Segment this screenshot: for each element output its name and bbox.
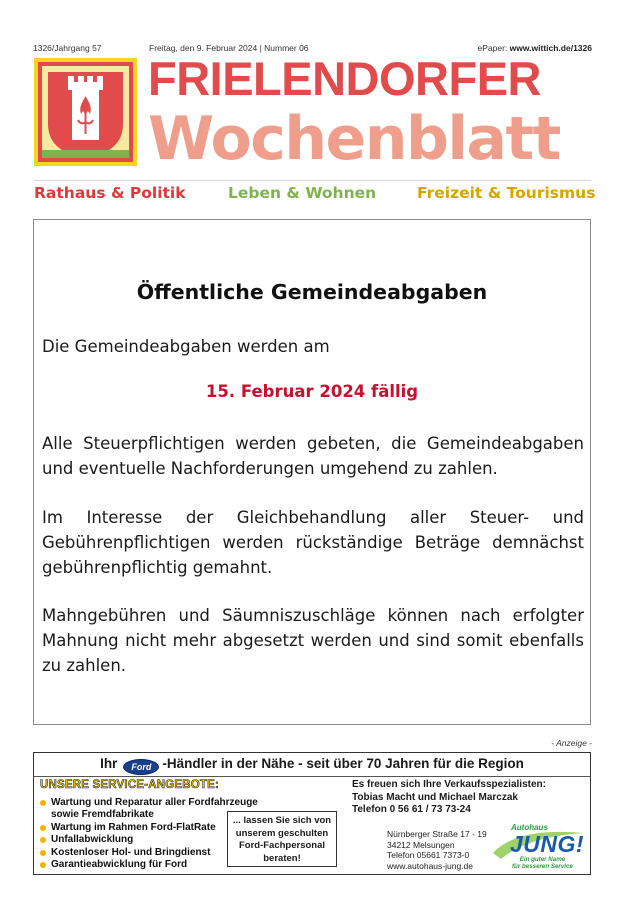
service-item: Wartung und Reparatur aller Fordfahrzeuge xyxy=(40,797,258,809)
specialists-phone: Telefon 0 56 61 / 73 73-24 xyxy=(352,804,471,815)
ford-dealer-ad[interactable] xyxy=(33,752,591,875)
masthead-title-line2: Wochenblatt xyxy=(148,104,560,174)
issue-meta: 1326/Jahrgang 57 xyxy=(33,43,102,53)
ad-headline-suffix: -Händler in der Nähe - seit über 70 Jahren für die Region xyxy=(162,756,524,771)
masthead-divider xyxy=(34,180,591,181)
date-meta: Freitag, den 9. Februar 2024 | Nummer 06 xyxy=(149,43,309,53)
ad-headline xyxy=(34,756,590,775)
service-item: Unfallabwicklung xyxy=(40,834,258,846)
sales-specialists: Es freuen sich Ihre Verkaufsspezialisten: Tobias Macht und Michael Marczak Telefon 0 56 61 / 73 73-24 xyxy=(352,779,546,815)
ford-logo: Ford xyxy=(123,759,159,775)
dealer-website[interactable]: www.autohaus-jung.de xyxy=(387,860,474,871)
notice-intro: Die Gemeindeabgaben werden am xyxy=(42,337,330,356)
masthead-title-line1: FRIELENDORFER xyxy=(148,52,541,105)
section-freizeit-tourismus[interactable]: Freizeit & Tourismus xyxy=(417,184,596,202)
section-rathaus-politik[interactable]: Rathaus & Politik xyxy=(34,184,186,202)
notice-box xyxy=(33,219,591,725)
service-item: Garantieabwicklung für Ford xyxy=(40,859,258,871)
ad-label: - Anzeige - xyxy=(551,738,592,748)
service-item: sowie Fremdfabrikate xyxy=(51,809,154,821)
bullet-dot-icon xyxy=(40,850,46,856)
service-item: Kostenloser Hol- und Bringdienst xyxy=(40,847,258,859)
notice-title: Öffentliche Gemeindeabgaben xyxy=(136,280,488,304)
brand-name: JUNG! xyxy=(510,831,585,857)
ad-headline-prefix: Ihr xyxy=(100,756,118,771)
dealer-address: Nürnberger Straße 17 - 19 34212 Melsungen Telefon 05661 7373-0 www.autohaus-jung.de xyxy=(387,829,487,871)
notice-paragraph-3: Mahngebühren und Säumniszuschläge können nach erfolgter Mahnung nicht mehr abgesetzt werden und sind somit ebenfalls zu zahlen. xyxy=(42,606,584,675)
ad-divider xyxy=(34,776,590,777)
bullet-dot-icon xyxy=(40,862,46,868)
bullet-dot-icon xyxy=(40,800,46,806)
services-title: UNSERE SERVICE-ANGEBOTE: xyxy=(40,779,220,791)
epaper-label: ePaper: xyxy=(477,43,508,53)
epaper-url[interactable]: www.wittich.de/1326 xyxy=(509,43,592,53)
coat-of-arms-logo xyxy=(34,58,137,166)
brand-small-text: Autohaus xyxy=(511,823,548,832)
section-leben-wohnen[interactable]: Leben & Wohnen xyxy=(228,184,377,202)
service-item: Wartung im Rahmen Ford-FlatRate xyxy=(40,822,258,834)
personnel-callout: ... lassen Sie sich von unserem geschulten Ford-Fachpersonal beraten! xyxy=(227,811,337,867)
bullet-dot-icon xyxy=(40,825,46,831)
notice-paragraph-1: Alle Steuerpflichtigen werden gebeten, die Gemeindeabgaben und eventuelle Nachforderungen umgehend zu zahlen. xyxy=(42,434,584,478)
services-list xyxy=(40,797,258,871)
notice-due-date: 15. Februar 2024 fällig xyxy=(205,382,419,401)
notice-paragraph-2: Im Interesse der Gleichbehandlung aller Steuer- und Gebührenpflichtigen werden rückständige Beträge demnächst gebührenpflichtig gemahnt. xyxy=(42,508,584,577)
brand-tagline: Ein guter Name für besseren Service xyxy=(512,856,573,870)
bullet-dot-icon xyxy=(40,837,46,843)
